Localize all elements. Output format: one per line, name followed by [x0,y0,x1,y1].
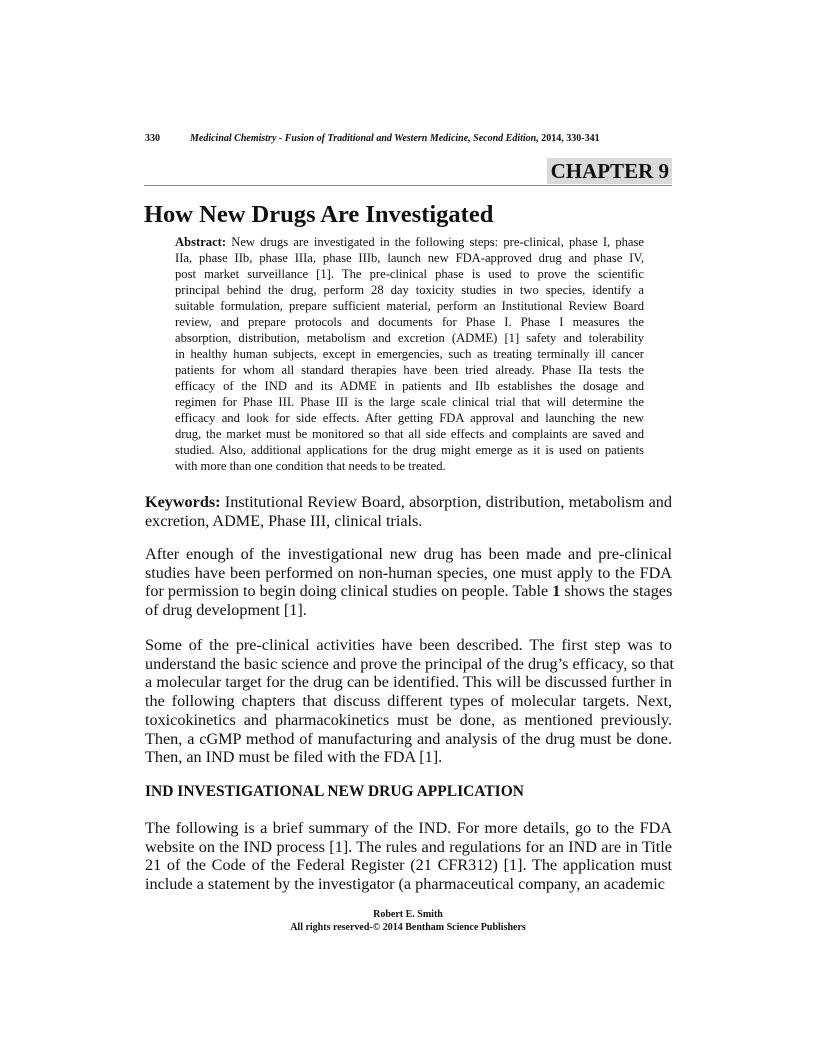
text-segment: shows the stages [560,582,673,601]
text-line [175,346,644,362]
text-segment: post market surveillance [1]. The pre-clinical phase is used to prove the scientific [175,267,644,281]
text-segment: New drugs are investigated in the following steps: pre-clinical, phase I, phase [226,235,644,249]
text-line [175,362,644,378]
chapter-label: CHAPTER 9 [547,158,672,184]
text-line [175,410,644,426]
text-line [145,748,672,767]
text-segment: Institutional Review Board, absorption, distribution, metabolism and [220,493,672,511]
text-line [175,458,644,474]
text-segment: drug, the market must be monitored so that all side effects and complaints are saved and [175,427,644,441]
text-segment: a molecular target for the drug can be identified. This will be discussed further in [145,673,672,692]
footer-copyright: All rights reserved-© 2014 Bentham Science Publishers [290,922,526,933]
text-segment: studied. Also, additional applications for the drug might emerge as it is used on patients [175,443,644,457]
body-paragraph [145,636,675,767]
text-line [145,512,672,531]
text-segment: excretion, ADME, Phase III, clinical trials. [145,511,423,530]
text-line [145,838,672,857]
text-line [145,856,672,875]
text-segment: The following is a brief summary of the IND. For more details, go to the FDA [145,819,672,837]
text-segment: Then, a cGMP method of manufacturing and analysis of the drug must be done. [145,729,672,748]
body-paragraph [145,819,672,894]
text-line [145,875,672,894]
text-line [175,330,644,346]
text-segment: website on the IND process [1]. The rules and regulations for an IND are in Title [145,837,672,856]
text-segment: principal behind the drug, perform 28 day toxicity studies in two species, identify a [175,283,644,297]
text-segment: toxicokinetics and pharmacokinetics must be done, as mentioned previously. [145,710,672,729]
text-segment: efficacy and look for side effects. After getting FDA approval and launching the new [175,411,644,425]
text-line [175,234,644,250]
page-number: 330 [145,133,160,144]
text-segment: regimen for Phase III. Phase III is the large scale clinical trial that will determine the [175,395,644,409]
text-line [175,426,644,442]
text-segment: absorption, distribution, metabolism and excretion (ADME) [1] safety and tolerability [175,331,644,345]
keywords [145,493,672,530]
label: Abstract: [175,235,227,249]
text-segment: understand the basic science and prove the principal of the drug’s efficacy, so that [145,654,675,673]
text-line [145,673,672,692]
text-line [175,266,644,282]
text-segment: in healthy human subjects, except in emergencies, such as treating terminally ill cancer [175,347,644,361]
bold-ref: 1 [552,582,561,601]
text-segment: Some of the pre-clinical activities have been described. The first step was to [145,636,672,654]
text-line [145,545,672,564]
text-segment: efficacy of the IND and its ADME in patients and IIb establishes the dosage and [175,379,644,393]
text-line [175,250,644,266]
book-citation: Medicinal Chemistry - Fusion of Traditional and Western Medicine, Second Edition, [190,133,539,144]
header-divider [144,185,672,186]
text-line [175,394,644,410]
text-line [145,730,672,749]
text-line [145,819,672,838]
body-paragraph [145,545,672,620]
text-line [145,493,672,512]
section-heading: IND INVESTIGATIONAL NEW DRUG APPLICATION [145,783,524,800]
text-segment: with more than one condition that needs to be treated. [175,459,446,473]
text-segment: the following chapters that discuss different types of molecular targets. Next, [145,692,672,711]
citation-year-pages: 2014, 330-341 [538,133,600,144]
text-segment: of drug development [1]. [145,601,307,620]
abstract [175,234,644,474]
text-segment: Then, an IND must be filed with the FDA [1]. [145,748,443,767]
text-segment: After enough of the investigational new drug has been made and pre-clinical [145,545,672,563]
chapter-title: How New Drugs Are Investigated [144,201,494,228]
text-line [175,378,644,394]
text-segment: suitable formulation, prepare sufficient material, perform an Institutional Review Board [175,299,644,313]
text-line [145,692,672,711]
text-line [175,442,644,458]
text-segment: IIa, phase IIb, phase IIIa, phase IIIb, launch new FDA-approved drug and phase IV, [175,251,644,265]
text-segment: patients for whom all standard therapies have been tried already. Phase IIa tests the [175,363,644,377]
running-header [145,132,600,145]
text-segment: 21 of the Code of the Federal Register (21 CFR312) [1]. The application must [145,856,672,875]
text-line [145,564,672,583]
text-segment: include a statement by the investigator (a pharmaceutical company, an academic [145,875,665,894]
label: Keywords: [145,493,221,511]
footer-author: Robert E. Smith [373,909,443,920]
text-segment: review, and prepare protocols and documents for Phase I. Phase I measures the [175,315,644,329]
text-segment: for permission to begin doing clinical studies on people. Table [145,582,553,601]
text-line [145,582,672,601]
text-line [145,654,675,674]
text-line [175,282,644,298]
footer [0,908,816,934]
text-line [145,711,672,730]
text-line [175,298,644,314]
text-line [145,601,672,620]
text-segment: studies have been performed on non-human species, one must apply to the FDA [145,563,672,582]
text-line [175,314,644,330]
text-line [145,636,672,655]
